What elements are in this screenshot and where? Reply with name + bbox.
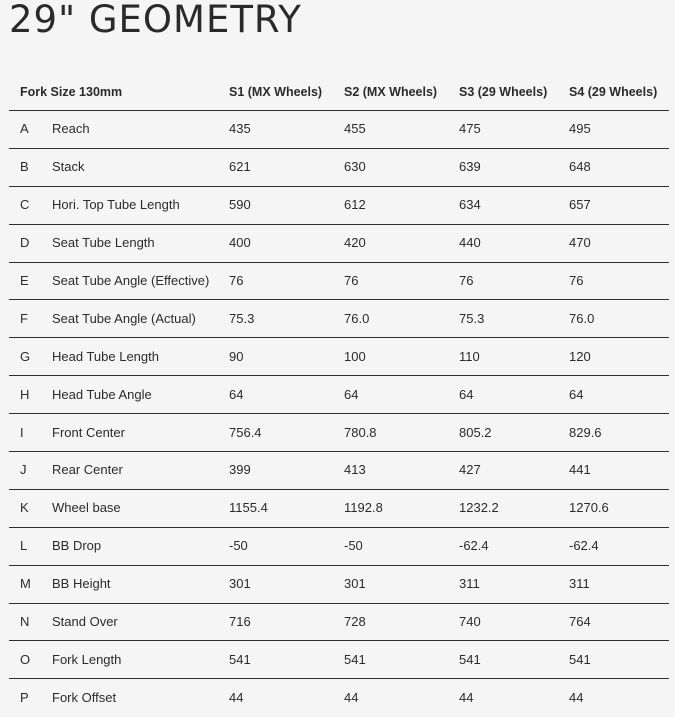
value-s4: 764 xyxy=(569,614,591,630)
row-measurement-name: Head Tube Length xyxy=(52,348,159,364)
value-s3: 541 xyxy=(459,651,481,667)
value-s2: 64 xyxy=(344,386,359,402)
value-s3: -62.4 xyxy=(459,538,489,554)
value-s1: 1155.4 xyxy=(229,500,268,516)
row-letter: E xyxy=(20,273,29,288)
value-s1: -50 xyxy=(229,538,248,554)
table-row xyxy=(9,528,669,566)
value-s3: 805.2 xyxy=(459,424,492,440)
row-letter: N xyxy=(20,614,30,630)
table-row xyxy=(9,300,669,338)
value-s4: 1270.6 xyxy=(569,500,609,516)
table-row xyxy=(9,679,669,717)
value-s3: 110 xyxy=(459,348,480,364)
row-measurement-name: Fork Length xyxy=(52,651,122,667)
value-s4: -62.4 xyxy=(569,538,599,554)
size-header-s3: S3 (29 Wheels) xyxy=(459,84,548,99)
value-s3: 639 xyxy=(459,159,481,175)
value-s3: 634 xyxy=(459,197,481,213)
value-s3: 75.3 xyxy=(459,310,485,326)
row-letter: H xyxy=(20,386,30,402)
value-s3: 1232.2 xyxy=(459,500,499,516)
value-s3: 440 xyxy=(459,235,481,251)
value-s1: 64 xyxy=(229,386,244,402)
row-measurement-name: Seat Tube Length xyxy=(52,235,155,251)
row-measurement-name: Stack xyxy=(52,159,85,175)
value-s2: 44 xyxy=(344,690,359,706)
value-s1: 435 xyxy=(229,121,251,137)
table-row xyxy=(9,263,669,301)
value-s3: 76 xyxy=(459,273,474,288)
value-s4: 64 xyxy=(569,386,584,402)
row-measurement-name: Stand Over xyxy=(52,614,118,630)
value-s2: 612 xyxy=(344,197,366,213)
value-s2: 728 xyxy=(344,614,366,630)
value-s4: 470 xyxy=(569,235,591,251)
row-letter: F xyxy=(20,310,28,326)
geometry-table xyxy=(9,73,669,717)
value-s2: 1192.8 xyxy=(344,500,383,516)
value-s2: 455 xyxy=(344,121,366,137)
row-measurement-name: Reach xyxy=(52,121,90,137)
row-measurement-name: BB Height xyxy=(52,576,111,592)
table-row xyxy=(9,225,669,263)
value-s2: -50 xyxy=(344,538,363,554)
value-s3: 427 xyxy=(459,462,481,478)
table-row xyxy=(9,111,669,149)
value-s1: 716 xyxy=(229,614,251,630)
table-header-row xyxy=(9,73,669,111)
value-s2: 301 xyxy=(344,576,366,592)
value-s2: 100 xyxy=(344,348,366,364)
value-s1: 399 xyxy=(229,462,251,478)
size-header-s4: S4 (29 Wheels) xyxy=(569,84,658,99)
value-s4: 44 xyxy=(569,690,584,706)
row-measurement-name: Head Tube Angle xyxy=(52,386,152,402)
size-header-s1: S1 (MX Wheels) xyxy=(229,84,323,99)
value-s2: 541 xyxy=(344,651,366,667)
row-letter: A xyxy=(20,121,29,137)
value-s1: 590 xyxy=(229,197,251,213)
row-letter: K xyxy=(20,500,29,516)
table-body xyxy=(9,111,669,717)
row-letter: C xyxy=(20,197,30,213)
table-row xyxy=(9,604,669,642)
value-s2: 76 xyxy=(344,273,359,288)
value-s3: 740 xyxy=(459,614,481,630)
value-s3: 475 xyxy=(459,121,481,137)
fork-size-header: Fork Size 130mm xyxy=(20,84,123,99)
row-letter: J xyxy=(20,462,27,478)
table-row xyxy=(9,452,669,490)
value-s4: 648 xyxy=(569,159,591,175)
value-s1: 75.3 xyxy=(229,310,255,326)
row-measurement-name: BB Drop xyxy=(52,538,102,554)
value-s4: 829.6 xyxy=(569,424,602,440)
row-letter: I xyxy=(20,424,24,440)
table-row xyxy=(9,414,669,452)
row-measurement-name: Front Center xyxy=(52,424,125,440)
row-measurement-name: Fork Offset xyxy=(52,690,117,706)
value-s4: 541 xyxy=(569,651,591,667)
row-measurement-name: Seat Tube Angle (Effective) xyxy=(52,273,210,288)
value-s3: 44 xyxy=(459,690,474,706)
value-s1: 756.4 xyxy=(229,424,262,440)
value-s4: 76 xyxy=(569,273,584,288)
value-s1: 44 xyxy=(229,690,244,706)
value-s2: 780.8 xyxy=(344,424,377,440)
row-letter: P xyxy=(20,690,29,706)
value-s1: 301 xyxy=(229,576,251,592)
value-s4: 76.0 xyxy=(569,310,595,326)
value-s4: 495 xyxy=(569,121,591,137)
row-letter: G xyxy=(20,348,31,364)
row-measurement-name: Wheel base xyxy=(52,500,121,516)
value-s2: 413 xyxy=(344,462,366,478)
row-letter: D xyxy=(20,235,30,251)
value-s1: 76 xyxy=(229,273,244,288)
value-s2: 630 xyxy=(344,159,366,175)
row-measurement-name: Seat Tube Angle (Actual) xyxy=(52,310,196,326)
value-s1: 541 xyxy=(229,651,251,667)
value-s1: 400 xyxy=(229,235,251,251)
row-letter: M xyxy=(20,576,31,592)
row-letter: O xyxy=(20,651,31,667)
value-s2: 76.0 xyxy=(344,310,370,326)
row-measurement-name: Hori. Top Tube Length xyxy=(52,197,180,213)
row-measurement-name: Rear Center xyxy=(52,462,123,478)
table-row xyxy=(9,566,669,604)
table-row xyxy=(9,376,669,414)
table-row xyxy=(9,149,669,187)
value-s3: 64 xyxy=(459,386,474,402)
table-row xyxy=(9,490,669,528)
value-s3: 311 xyxy=(459,576,480,592)
value-s1: 621 xyxy=(229,159,251,175)
value-s2: 420 xyxy=(344,235,366,251)
table-row xyxy=(9,187,669,225)
value-s1: 90 xyxy=(229,348,244,364)
table-row xyxy=(9,338,669,376)
value-s4: 311 xyxy=(569,576,590,592)
value-s4: 120 xyxy=(569,348,591,364)
size-header-s2: S2 (MX Wheels) xyxy=(344,84,438,99)
table-row xyxy=(9,641,669,679)
row-letter: L xyxy=(20,538,28,554)
page-title: 29" GEOMETRY xyxy=(9,0,302,41)
value-s4: 441 xyxy=(569,462,591,478)
value-s4: 657 xyxy=(569,197,591,213)
row-letter: B xyxy=(20,159,29,175)
